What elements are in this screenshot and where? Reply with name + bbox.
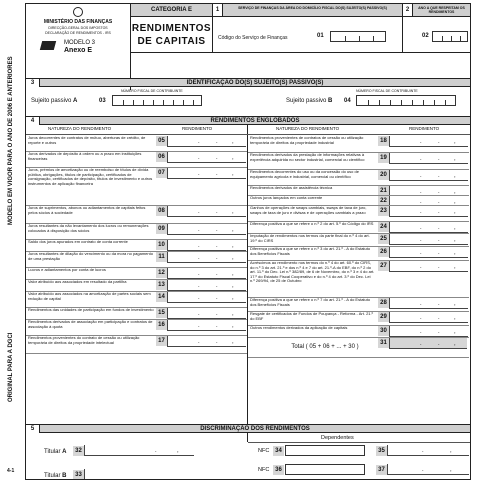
nif-caption-a: NÚMERO FISCAL DE CONTRIBUINTE: [121, 89, 183, 93]
titular-a-letter: A: [62, 449, 67, 455]
income-line-code: 06: [156, 152, 167, 162]
section-3-header: [26, 78, 470, 87]
year-input[interactable]: [432, 31, 468, 42]
income-line-code: 09: [156, 224, 167, 234]
income-line-code: 18: [378, 136, 389, 146]
income-value-input[interactable]: . . ,: [167, 240, 246, 251]
income-line-code: 11: [156, 252, 167, 262]
titular-b-code: 33: [73, 470, 84, 480]
income-nature-label: Saldo dos juros apurados em contrato de conta corrente: [28, 240, 128, 244]
income-line-code: 08: [156, 206, 167, 216]
income-value-input[interactable]: . . ,: [389, 326, 468, 337]
titular-b-input[interactable]: [84, 469, 194, 480]
income-nature-label: Rendimentos derivados da prestação de informações relativas à experiência adquirida no sector industrial, comercial ou científico: [250, 153, 365, 162]
subject-a-box-number: 03: [99, 98, 106, 104]
row-rule: [26, 353, 247, 354]
income-value-input[interactable]: . . ,: [167, 308, 246, 319]
income-value-input[interactable]: . . ,: [167, 292, 246, 303]
nfc-number-input[interactable]: [285, 445, 365, 456]
income-value-input[interactable]: . . ,: [167, 224, 246, 235]
service-code-label: Código do Serviço de Finanças: [218, 35, 288, 41]
service-code-box-number: 01: [317, 33, 324, 39]
subject-b-nif-input[interactable]: [356, 95, 456, 106]
subject-a-letter: A: [73, 98, 78, 104]
income-value-input[interactable]: . . ,: [167, 152, 246, 163]
income-nature-label: Ganhos de operações de swaps cambiais, swaps de taxa de juro, swaps de taxa de juro e divisas e de operações cambiais a prazo: [250, 206, 367, 215]
nif-caption-b: NÚMERO FISCAL DE CONTRIBUINTE: [356, 89, 418, 93]
col-income-right: RENDIMENTO: [409, 126, 440, 131]
titular-b-label: [44, 473, 66, 479]
dgci-logo-icon: [40, 41, 56, 50]
year-box: [403, 4, 470, 53]
income-value-input[interactable]: . . ,: [167, 268, 246, 279]
section-3-number: 3: [26, 79, 40, 87]
dependent-income-code: 35: [376, 446, 387, 456]
titular-b-text: Titular: [44, 473, 61, 479]
income-nature-label: Diferença positiva a que se refere o n.º 3 do art. 21.º - A do Estatuto dos Benefícios Fiscais: [250, 247, 371, 256]
income-line-code: 27: [378, 261, 389, 271]
nfc-label: NFC: [258, 467, 270, 473]
irs-annex-e-form: [25, 3, 471, 480]
income-value-input[interactable]: . . ,: [167, 252, 246, 263]
subject-b-label: [286, 98, 332, 104]
income-nature-label: Imputação de rendimentos nos termos da parte final do n.º 4 do art. 19.º do CIRS: [250, 234, 370, 243]
income-nature-label: Rendimentos provenientes de contratos de cessão ou utilização temporária de direitos da propriedade industrial: [250, 136, 364, 145]
nfc-code: 34: [273, 446, 284, 456]
income-line-code: 13: [156, 280, 167, 290]
nfc-number-input[interactable]: [285, 464, 365, 475]
dependent-income-input[interactable]: . ,: [387, 445, 469, 456]
dependent-income-code: 37: [376, 465, 387, 475]
income-nature-label: Rendimentos das unidades de participação em fundos de investimento: [28, 308, 154, 312]
income-nature-label: Juros decorrentes de contratos de mútuo, aberturas de crédito, de reporte e outros: [28, 136, 146, 145]
annex-label: Anexo E: [64, 47, 93, 54]
box1-title: SERVIÇO DE FINANÇAS DA ÁREA DO DOMICÍLIO FISCAL DO(S) SUJEITO(S) PASSIVO(S): [223, 4, 402, 17]
section-5-title: DISCRIMINAÇÃO DOS RENDIMENTOS: [200, 426, 310, 432]
income-value-input[interactable]: . . ,: [389, 234, 468, 245]
income-line-code: 25: [378, 234, 389, 244]
model-validity-caption: MODELO EM VIGOR PARA O ANO DE 2006 E ANTERIORES: [8, 56, 14, 225]
col-nature-right: NATUREZA DO RENDIMENTO: [276, 126, 340, 131]
subject-b-text: Sujeito passivo: [286, 98, 327, 104]
income-nature-label: Rendimentos provenientes do contrato de cessão ou utilização temporária de direitos da propriedade intelectual: [28, 336, 140, 345]
dependents-label: Dependentes: [321, 435, 354, 441]
income-nature-label: Lucros e adiantamentos por conta de lucros: [28, 268, 106, 272]
row-rule: [248, 357, 469, 358]
income-line-code: 05: [156, 136, 167, 146]
titular-a-label: [44, 449, 66, 455]
income-line-code: 07: [156, 168, 167, 178]
income-value-input[interactable]: . . ,: [389, 261, 468, 272]
income-value-input[interactable]: . . ,: [389, 338, 467, 349]
income-nature-label: Outros juros lançados em conta corrente: [250, 196, 323, 200]
income-nature-label: Acréscimos ao rendimento nos termos do n.º 4 do art. 60.º do CIRS, do n.º 3 do art. 21.º e dos n.º 4 e 7 do art. 21.º-A do EBF, do n.º 2 do art. 11.º do Dec. Lei n.º 382/89, de 6 de Novembro, do n.º 3 e 4 do art. 17.º do Estatuto Fiscal Cooperativo e do n.º 4 do art. 3.º do Dec. Lei n.º 269/94, de 25 de Outubro: [250, 261, 375, 284]
subject-a-nif-input[interactable]: [112, 95, 202, 106]
income-value-input[interactable]: . . ,: [389, 196, 468, 207]
income-nature-label: Rendimentos decorrentes do uso ou da concessão do uso de equipamento agrícola e industrial, comercial ou científico: [250, 170, 359, 179]
col-income-left: RENDIMENTO: [182, 126, 213, 131]
income-value-input[interactable]: . . ,: [167, 336, 246, 347]
income-line-code: 21: [378, 186, 389, 196]
model-label: MODELO 3: [64, 40, 96, 46]
income-nature-label: Juros derivados de depósito à ordem ou a prazo em instituições financeiras: [28, 152, 142, 161]
year-box-number: 02: [422, 33, 429, 39]
income-line-code: 10: [156, 240, 167, 250]
income-nature-label: Juros de suprimentos, abonos ou adiantamentos de capitais feitos pelos sócios à sociedade: [28, 206, 146, 215]
titular-b-letter: B: [62, 473, 67, 479]
income-line-code: 30: [378, 326, 389, 336]
titular-a-input[interactable]: . ,: [84, 445, 194, 456]
column-header-rule: [26, 134, 470, 135]
income-value-input[interactable]: . . ,: [167, 206, 246, 217]
direction-name: DIRECÇÃO-GERAL DOS IMPOSTOS: [48, 26, 108, 30]
income-nature-label: Juros, prémios de amortização ou de reembolso de títulos de dívida pública, obrigações, títulos de participação, certificados de consignação, certificados de depósito, títulos de investimento e outros instrumentos de aplicação financeira: [28, 168, 153, 186]
dependents-rule: [248, 442, 470, 443]
income-value-input[interactable]: . . ,: [389, 298, 468, 309]
nfc-code: 36: [273, 465, 284, 475]
income-line-code: 24: [378, 222, 389, 232]
subject-b-letter: B: [328, 98, 333, 104]
income-nature-label: Juros resultantes da não levantamento dos lucros ou remunerações colocados à disposição dos sócios: [28, 224, 149, 233]
income-value-input[interactable]: . . ,: [389, 170, 468, 181]
income-nature-label: Rendimentos derivados de associação em participação e contratos de associação à quota: [28, 320, 153, 329]
income-line-code: 12: [156, 268, 167, 278]
box2-number: 2: [403, 4, 413, 17]
income-value-input[interactable]: . . ,: [167, 136, 246, 147]
box1-number: 1: [213, 4, 223, 17]
section-3-title: IDENTIFICAÇÃO DO(S) SUJEITO(S) PASSIVO(S): [186, 80, 324, 86]
income-value-input[interactable]: . . ,: [389, 153, 468, 164]
income-line-code: 23: [378, 206, 389, 216]
section-5-header: [26, 424, 470, 433]
income-value-input[interactable]: . . ,: [167, 320, 246, 331]
income-line-code: 20: [378, 170, 389, 180]
section-5-number: 5: [26, 425, 40, 433]
income-nature-label: Rendimentos derivados de assistência técnica: [250, 186, 333, 190]
ministry-name: MINISTÉRIO DAS FINANÇAS: [43, 19, 113, 25]
income-line-code: 26: [378, 247, 389, 257]
declaration-name: DECLARAÇÃO DE RENDIMENTOS - IRS: [45, 31, 111, 35]
service-code-input[interactable]: [330, 31, 386, 42]
income-line-code: 14: [156, 292, 167, 302]
income-value-input[interactable]: . . ,: [167, 168, 246, 179]
col-nature-left: NATUREZA DO RENDIMENTO: [48, 126, 112, 131]
section-4-header: [26, 116, 470, 125]
income-nature-label: Valor atribuído aos associados em resultado da partilha: [28, 280, 127, 284]
income-value-input[interactable]: . . ,: [389, 186, 468, 197]
income-title-box: [131, 17, 213, 53]
income-nature-label: Diferença positiva a que se refere o n.º 7 do art. 21.º - A do Estatuto dos Benefícios Fiscais: [250, 298, 371, 307]
page-footer-mark: 4-1: [7, 468, 15, 474]
subject-a-text: Sujeito passivo: [31, 98, 72, 104]
titular-a-text: Titular: [44, 449, 61, 455]
side-margin: [0, 0, 16, 480]
column-divider: [247, 125, 248, 442]
income-title: RENDIMENTOS: [131, 23, 212, 34]
subject-a-label: [31, 98, 77, 104]
income-line-code: 19: [378, 153, 389, 163]
income-line-code: 31: [378, 338, 389, 348]
income-nature-label: Total ( 05 + 06 + ... + 30 ): [291, 344, 359, 350]
income-value-input[interactable]: . . ,: [389, 312, 468, 323]
income-line-code: 15: [156, 308, 167, 318]
service-box: [213, 4, 403, 53]
income-nature-label: Valor atribuído aos associados na amortização de partes sociais sem redução de capital: [28, 292, 151, 301]
income-value-input[interactable]: . . ,: [167, 280, 246, 291]
income-nature-label: Outros rendimentos derivados da aplicação de capitais: [250, 326, 348, 330]
income-line-code: 22: [378, 196, 389, 206]
category-box: [131, 4, 213, 17]
category-title: CATEGORIA E: [150, 7, 192, 13]
income-value-input[interactable]: . . ,: [389, 206, 468, 217]
capital-title: DE CAPITAIS: [137, 36, 206, 47]
original-caption: ORIGINAL PARA A DGCI: [8, 332, 14, 402]
income-value-input[interactable]: . . ,: [389, 222, 468, 233]
income-value-input[interactable]: . . ,: [389, 247, 468, 258]
section-4-title: RENDIMENTOS ENGLOBADOS: [210, 118, 300, 124]
titular-a-code: 32: [73, 446, 84, 456]
coat-of-arms-icon: [73, 7, 83, 17]
dependent-income-input[interactable]: . ,: [387, 464, 469, 475]
subject-b-box-number: 04: [344, 98, 351, 104]
income-line-code: 16: [156, 320, 167, 330]
income-line-code: 17: [156, 336, 167, 346]
income-nature-label: Resgate de certificados de Fundos de Poupança - Reforma - Art. 21.º do EBF: [250, 312, 374, 321]
income-line-code: 28: [378, 298, 389, 308]
section-4-number: 4: [26, 117, 40, 125]
income-nature-label: Diferença positiva a que se refere o n.º 2 do art. 5.º do Código do IRS: [250, 222, 374, 226]
nfc-label: NFC: [258, 448, 270, 454]
income-value-input[interactable]: . . ,: [389, 136, 468, 147]
box2-title: ANO A QUE RESPEITAM OS RENDIMENTOS: [413, 4, 470, 17]
income-nature-label: Juros resultantes de dilação do vencimento ou da mora no pagamento de uma prestação: [28, 252, 153, 261]
income-line-code: 29: [378, 312, 389, 322]
